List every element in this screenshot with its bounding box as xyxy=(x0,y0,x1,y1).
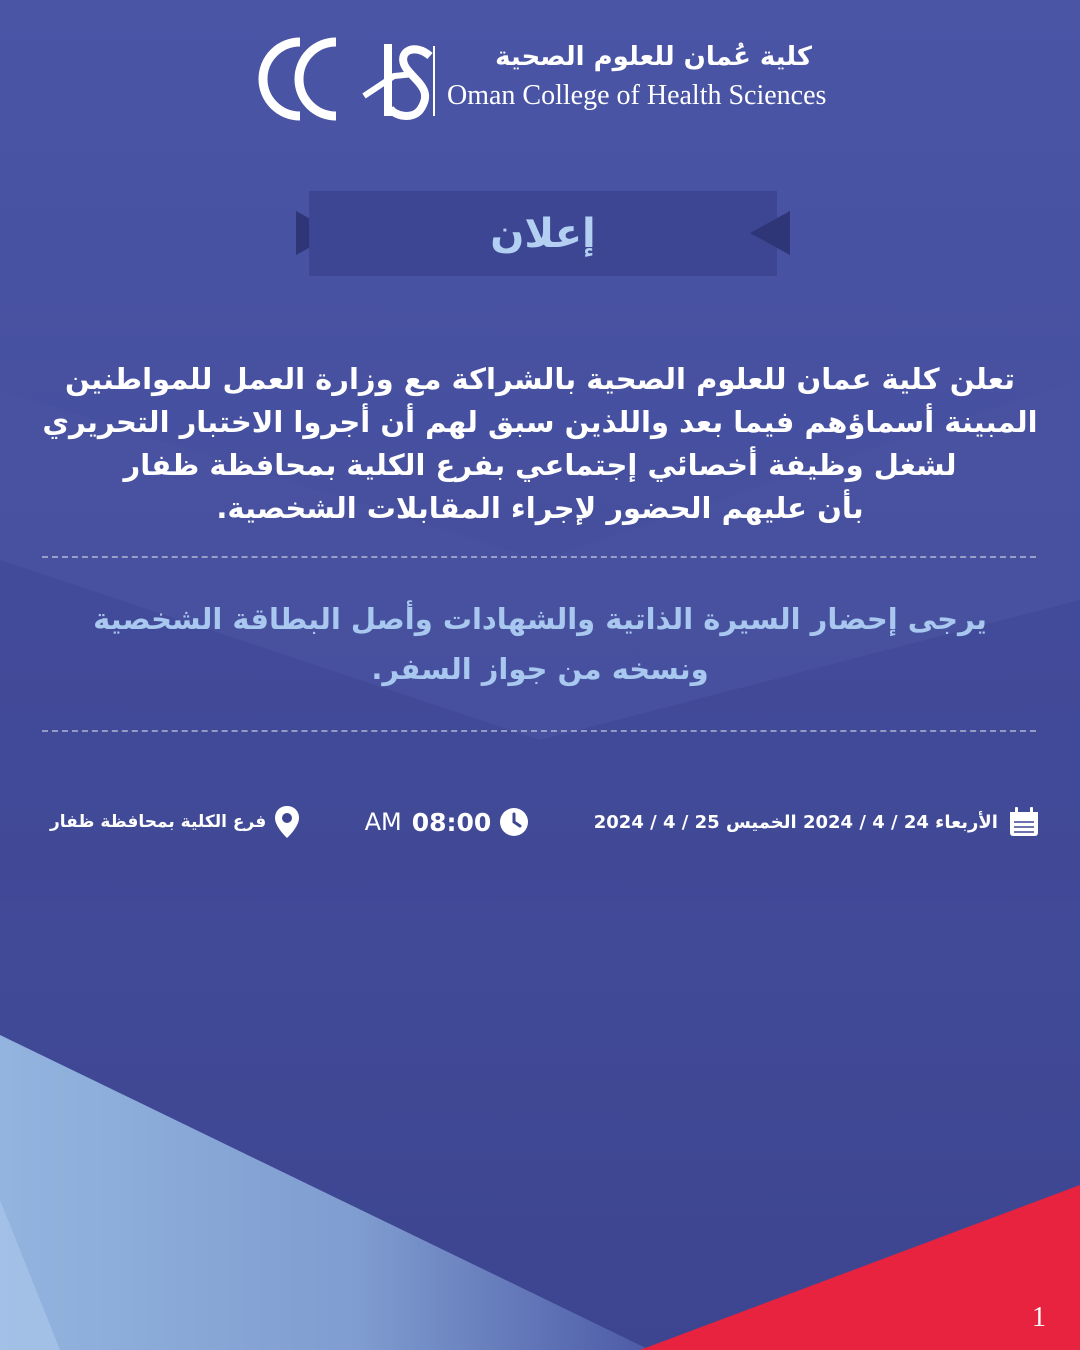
logo-name-arabic: كلية عُمان للعلوم الصحية xyxy=(495,42,812,72)
page-number: 1 xyxy=(1032,1302,1046,1333)
light-blue-shape xyxy=(0,1035,650,1350)
interview-dates xyxy=(594,806,1040,838)
announcement-title: إعلان xyxy=(490,210,596,257)
title-banner xyxy=(309,191,777,276)
dashed-divider xyxy=(42,730,1036,732)
calendar-icon xyxy=(1006,806,1040,838)
dashed-divider xyxy=(42,556,1036,558)
logo-vertical-line xyxy=(433,46,435,116)
college-logo xyxy=(244,34,827,124)
body-line: تعلن كلية عمان للعلوم الصحية بالشراكة مع وزارة العمل للمواطنين xyxy=(65,362,1015,396)
note-line: يرجى إحضار السيرة الذاتية والشهادات وأصل البطاقة الشخصية xyxy=(93,602,987,636)
interview-location xyxy=(50,805,300,839)
body-line: بأن عليهم الحضور لإجراء المقابلات الشخصية. xyxy=(216,491,864,525)
dates-text: الأربعاء 24 / 4 / 2024 الخميس 25 / 4 / 2024 xyxy=(593,811,998,833)
location-text: فرع الكلية بمحافظة ظفار xyxy=(50,812,267,832)
red-accent-shape xyxy=(640,1185,1080,1350)
time-value: 08:00 xyxy=(411,807,492,837)
announcement-body xyxy=(36,358,1044,530)
time-unit: AM xyxy=(364,808,402,836)
ochs-monogram-icon xyxy=(244,34,434,124)
body-line: لشغل وظيفة أخصائي إجتماعي بفرع الكلية بمحافظة ظفار xyxy=(123,448,957,482)
documents-note xyxy=(40,594,1040,694)
body-line: المبينة أسماؤهم فيما بعد واللذين سبق لهم أن أجروا الاختبار التحريري xyxy=(42,405,1038,439)
logo-name-english: Oman College of Health Sciences xyxy=(447,80,827,111)
interview-time xyxy=(365,807,530,837)
clock-icon xyxy=(499,807,529,837)
note-line: ونسخه من جواز السفر. xyxy=(371,652,709,686)
interview-details xyxy=(50,798,1040,846)
banner-right-arrow xyxy=(750,211,790,255)
location-pin-icon xyxy=(274,805,300,839)
